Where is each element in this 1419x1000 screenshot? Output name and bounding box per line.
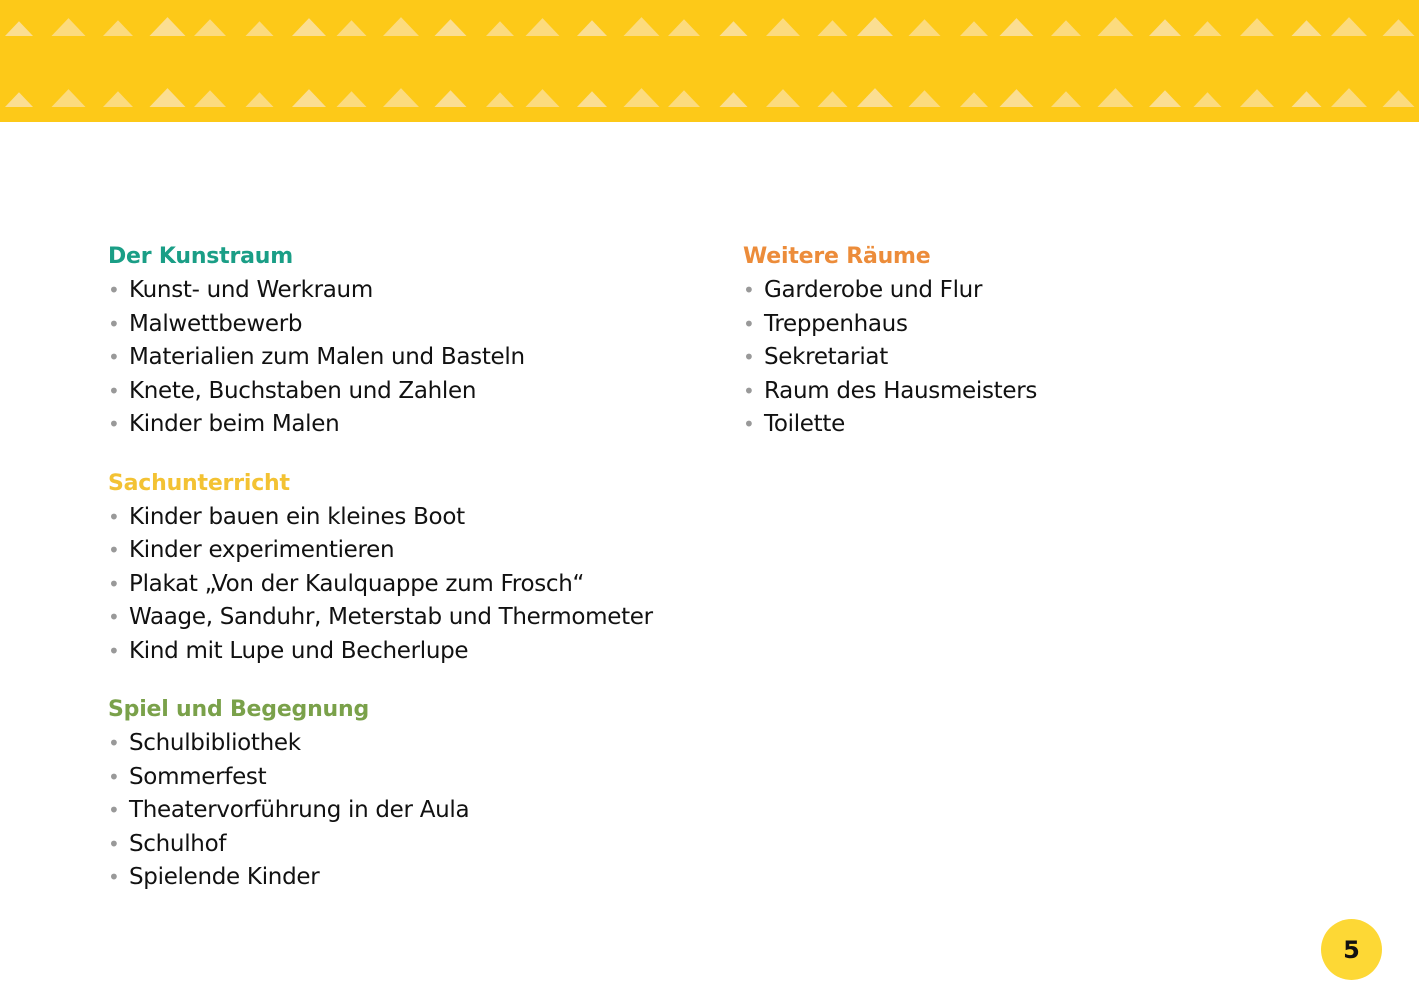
- triangle-shape: [1098, 88, 1134, 107]
- triangle-shape: [337, 91, 367, 107]
- bullet-icon: •: [108, 345, 120, 369]
- list-item: [108, 501, 708, 535]
- page-number-badge: [1321, 919, 1382, 980]
- bullet-icon: •: [108, 412, 120, 436]
- list-item: [108, 408, 708, 442]
- list-item-label: Materialien zum Malen und Basteln: [129, 344, 525, 370]
- section-heading: Der Kunstraum: [108, 244, 293, 269]
- triangle-shape: [624, 88, 660, 107]
- triangle-shape: [292, 18, 326, 36]
- triangle-shape: [1383, 19, 1415, 36]
- list-item: [108, 375, 708, 409]
- triangle-shape: [52, 18, 86, 36]
- list-item: [743, 408, 1343, 442]
- section-spiel-und-begegnung: [108, 693, 708, 895]
- triangle-shape: [292, 89, 326, 107]
- bullet-icon: •: [743, 278, 755, 302]
- list-item: [108, 568, 708, 602]
- list-item: [108, 727, 708, 761]
- triangle-shape: [1194, 21, 1222, 36]
- triangle-shape: [1051, 20, 1081, 36]
- section-weitere-raeume: [743, 240, 1343, 442]
- triangle-shape: [1240, 18, 1274, 36]
- triangle-shape: [337, 20, 367, 36]
- list-item-label: Kinder experimentieren: [129, 537, 395, 563]
- list-item-label: Sekretariat: [764, 344, 888, 370]
- list-item-label: Waage, Sanduhr, Meterstab und Thermometer: [129, 604, 653, 630]
- triangle-shape: [720, 92, 748, 107]
- left-column: [108, 240, 708, 920]
- list-item-label: Sommerfest: [129, 763, 267, 790]
- list-item: [743, 375, 1343, 409]
- list-item: [108, 308, 708, 342]
- list-item: [108, 828, 708, 862]
- triangle-shape: [194, 90, 226, 107]
- list-item-label: Spielende Kinder: [129, 864, 320, 890]
- triangle-shape: [668, 90, 700, 107]
- triangle-shape: [818, 91, 848, 107]
- list-item: [743, 308, 1343, 342]
- list-item-label: Kinder beim Malen: [129, 411, 340, 437]
- triangle-shape: [857, 88, 893, 107]
- list-item: [108, 861, 708, 895]
- bullet-icon: •: [108, 798, 120, 822]
- bullet-icon: •: [108, 731, 120, 755]
- bullet-icon: •: [108, 504, 120, 529]
- list-item-label: Knete, Buchstaben und Zahlen: [129, 377, 477, 404]
- item-list: [108, 727, 708, 895]
- section-kunstraum: [108, 240, 708, 442]
- triangle-shape: [246, 21, 274, 36]
- list-item: [743, 274, 1343, 308]
- list-item-label: Treppenhaus: [764, 310, 908, 337]
- list-item-label: Kunst- und Werkraum: [129, 277, 373, 303]
- triangle-shape: [909, 90, 941, 107]
- list-item-label: Plakat „Von der Kaulquappe zum Frosch“: [129, 570, 585, 597]
- triangle-shape: [1331, 88, 1367, 107]
- triangle-shape: [52, 89, 86, 107]
- triangle-shape: [1149, 90, 1181, 107]
- triangle-shape: [668, 19, 700, 36]
- triangle-shape: [766, 18, 800, 36]
- triangle-shape: [150, 88, 186, 107]
- triangle-shape: [246, 92, 274, 107]
- triangle-shape: [435, 90, 467, 107]
- triangle-shape: [857, 17, 893, 36]
- triangle-shape: [526, 18, 560, 36]
- section-heading: Spiel und Begegnung: [108, 697, 370, 722]
- triangle-shape: [194, 19, 226, 36]
- page-number: 5: [1343, 935, 1360, 964]
- list-item-label: Kind mit Lupe und Becherlupe: [129, 637, 469, 664]
- list-item-label: Garderobe und Flur: [764, 277, 983, 303]
- triangle-shape: [577, 91, 607, 107]
- section-heading: Weitere Räume: [743, 244, 931, 269]
- triangle-shape: [486, 92, 514, 107]
- bullet-icon: •: [108, 865, 120, 889]
- list-item-label: Theatervorführung in der Aula: [129, 797, 470, 823]
- bullet-icon: •: [743, 378, 755, 403]
- triangle-shape: [150, 17, 186, 36]
- triangle-shape: [1194, 92, 1222, 107]
- list-item-label: Malwettbewerb: [129, 310, 303, 337]
- triangle-shape: [624, 17, 660, 36]
- triangle-shape: [383, 17, 419, 36]
- decorative-banner: [0, 0, 1419, 122]
- item-list: [108, 274, 708, 442]
- list-item: [108, 794, 708, 828]
- triangle-shape: [1000, 18, 1034, 36]
- bullet-icon: •: [108, 605, 120, 629]
- triangle-shape: [1149, 19, 1181, 36]
- triangle-shape: [103, 91, 133, 107]
- triangle-shape: [486, 21, 514, 36]
- triangle-shape: [526, 89, 560, 107]
- triangle-shape: [5, 21, 33, 36]
- triangle-shape: [1331, 17, 1367, 36]
- triangle-shape: [577, 20, 607, 36]
- triangle-shape: [1000, 89, 1034, 107]
- triangle-shape: [1292, 91, 1322, 107]
- triangle-shape: [818, 20, 848, 36]
- bullet-icon: •: [108, 278, 120, 302]
- bullet-icon: •: [108, 764, 120, 789]
- bullet-icon: •: [108, 571, 120, 596]
- triangle-shape: [1098, 17, 1134, 36]
- triangle-shape: [1051, 91, 1081, 107]
- list-item: [108, 601, 708, 635]
- section-sachunterricht: [108, 467, 708, 669]
- list-item: [108, 274, 708, 308]
- triangle-shape: [960, 92, 988, 107]
- bullet-icon: •: [108, 311, 120, 336]
- triangle-shape: [909, 19, 941, 36]
- bullet-icon: •: [108, 538, 120, 562]
- bullet-icon: •: [108, 638, 120, 663]
- bullet-icon: •: [743, 345, 755, 369]
- bullet-icon: •: [108, 831, 120, 856]
- list-item-label: Toilette: [764, 411, 845, 437]
- section-heading: Sachunterricht: [108, 470, 290, 496]
- list-item-label: Raum des Hausmeisters: [764, 377, 1038, 404]
- triangle-shape: [1383, 90, 1415, 107]
- triangle-shape: [5, 92, 33, 107]
- bullet-icon: •: [743, 311, 755, 336]
- list-item-label: Kinder bauen ein kleines Boot: [129, 503, 465, 530]
- triangle-shape: [766, 89, 800, 107]
- bullet-icon: •: [743, 412, 755, 436]
- item-list: [743, 274, 1343, 442]
- list-item-label: Schulbibliothek: [129, 730, 301, 756]
- triangle-shape: [960, 21, 988, 36]
- list-item: [108, 635, 708, 669]
- list-item: [743, 341, 1343, 375]
- list-item: [108, 534, 708, 568]
- bullet-icon: •: [108, 378, 120, 403]
- triangle-shape: [383, 88, 419, 107]
- triangle-shape: [720, 21, 748, 36]
- right-column: [743, 240, 1343, 467]
- triangle-shape: [1292, 20, 1322, 36]
- list-item: [108, 761, 708, 795]
- item-list: [108, 501, 708, 669]
- triangle-shape: [1240, 89, 1274, 107]
- triangle-shape: [103, 20, 133, 36]
- list-item-label: Schulhof: [129, 830, 227, 857]
- triangle-pattern: [0, 0, 1419, 122]
- triangle-shape: [435, 19, 467, 36]
- list-item: [108, 341, 708, 375]
